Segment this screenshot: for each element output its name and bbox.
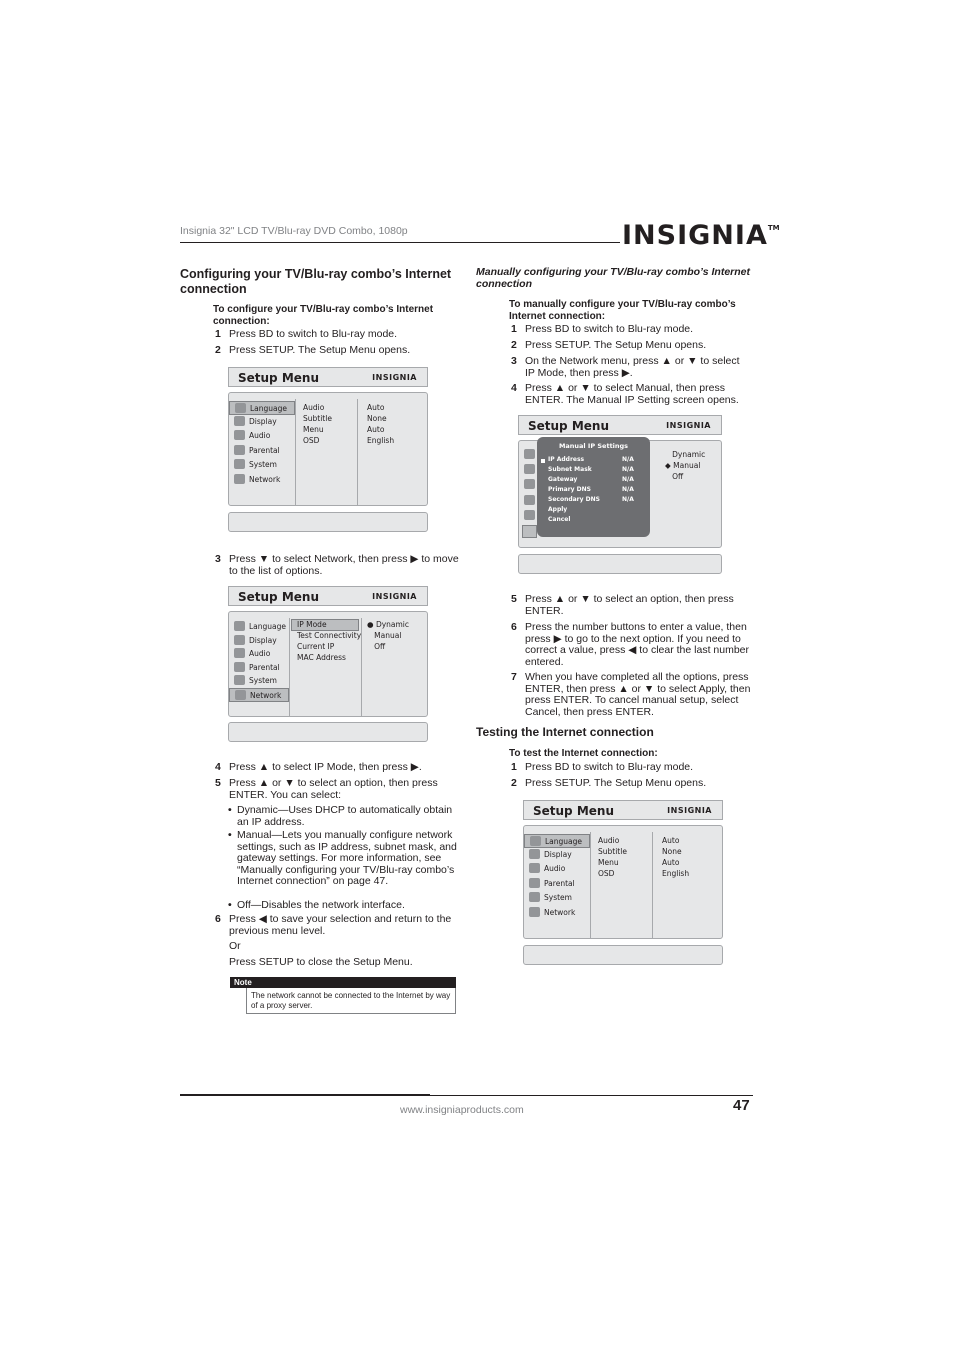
side-item-system: System — [229, 458, 295, 472]
bullet-off: • Off—Disables the network interface. — [228, 899, 405, 911]
system-icon — [234, 459, 245, 469]
audio-icon — [234, 430, 245, 440]
side-item-audio: Audio — [524, 862, 590, 876]
menu-title-bar — [228, 367, 428, 387]
menu-logo: INSIGNIA — [666, 421, 711, 430]
step-2: 2 Press SETUP. The Setup Menu opens. — [215, 344, 411, 356]
side-item-system: System — [524, 891, 590, 905]
or-text: Or — [229, 940, 241, 952]
option-list: Audio Subtitle Menu OSD — [303, 403, 332, 445]
ip-mode-values: ● Dynamic Manual Off — [367, 620, 410, 651]
step-1: 1 Press BD to switch to Blu-ray mode. — [215, 328, 398, 340]
side-item-network: Network — [229, 473, 295, 487]
menu-info-bar — [518, 554, 722, 574]
step-3: 3 On the Network menu, press ▲ or ▼ to select IP Mode, then press ▶. — [511, 355, 740, 379]
menu-title: Setup Menu — [533, 804, 614, 818]
display-icon — [529, 849, 540, 859]
bullet-dynamic: • Dynamic—Uses DHCP to automatically obtain an IP address. — [228, 804, 453, 828]
side-item-language: Language — [524, 834, 590, 848]
note-box — [230, 977, 456, 1014]
setup-menu-screen-3 — [518, 415, 722, 575]
step-6: 6 Press ◀ to save your selection and return to the previous menu level. — [215, 913, 452, 937]
footer-url: www.insigniaproducts.com — [400, 1104, 524, 1116]
note-text: The network cannot be connected to the Internet by way of a proxy server. — [246, 988, 456, 1014]
option-list: Audio Subtitle Menu OSD — [598, 836, 627, 878]
section-heading: Configuring your TV/Blu-ray combo’s Internet connection — [180, 267, 452, 296]
menu-title-bar — [228, 586, 428, 606]
step-5: 5 Press ▲ or ▼ to select an option, then press ENTER. — [511, 593, 734, 617]
side-item-parental: Parental — [524, 877, 590, 891]
menu-title-bar — [518, 415, 722, 435]
language-icon — [235, 403, 246, 413]
network-icon — [522, 525, 537, 538]
language-icon — [530, 836, 541, 846]
bullet-manual: • Manual—Lets you manually configure network settings, such as IP address, subnet mask, and gateway settings. For more information, see “Manually configuring your TV/Blu-ray combo’s Internet connection” on page 47. — [228, 829, 457, 887]
header-rule — [180, 242, 620, 243]
side-item-audio: Audio — [229, 429, 295, 443]
menu-logo: INSIGNIA — [667, 806, 712, 815]
audio-icon — [529, 863, 540, 873]
network-icon — [235, 690, 246, 700]
display-icon — [524, 464, 535, 474]
menu-title: Setup Menu — [528, 419, 609, 433]
display-icon — [234, 416, 245, 426]
step-2: 2 Press SETUP. The Setup Menu opens. — [511, 339, 707, 351]
menu-info-bar — [523, 945, 723, 965]
language-icon — [234, 621, 245, 631]
setup-menu-screen-2 — [228, 586, 428, 743]
setup-menu-screen-1 — [228, 367, 428, 533]
audio-icon — [524, 479, 535, 489]
menu-logo: INSIGNIA — [372, 592, 417, 601]
manual-ip-values: N/A N/A N/A N/A N/A — [622, 456, 634, 503]
value-list: Auto None Auto English — [662, 836, 690, 878]
footer-rule — [180, 1095, 753, 1096]
procedure-title: To configure your TV/Blu-ray combo’s Internet connection: — [213, 304, 434, 327]
display-icon — [234, 635, 245, 645]
menu-title: Setup Menu — [238, 590, 319, 604]
network-icon — [529, 907, 540, 917]
step-4: 4 Press ▲ to select IP Mode, then press ▶. — [215, 761, 422, 773]
side-item-network: Network — [524, 906, 590, 920]
audio-icon — [234, 648, 245, 658]
step-5: 5 Press ▲ or ▼ to select an option, then press ENTER. You can select: — [215, 777, 438, 801]
menu-body: Language Display Audio Parental System Network IP Mode Test Connectivity Current IP MAC Address ● Dynamic Manual Off — [228, 611, 428, 717]
system-icon — [524, 510, 535, 520]
menu-info-bar — [228, 722, 428, 742]
side-item-display: Display — [524, 848, 590, 862]
parental-icon — [524, 495, 535, 505]
selection-marker — [541, 459, 545, 463]
test-step-1: 1 Press BD to switch to Blu-ray mode. — [511, 761, 694, 773]
procedure-title: To manually configure your TV/Blu-ray combo’s Internet connection: — [509, 299, 736, 322]
brand-logo: INSIGNIA™ — [622, 220, 780, 251]
menu-logo: INSIGNIA — [372, 373, 417, 382]
subsection-heading: Manually configuring your TV/Blu-ray combo’s Internet connection — [476, 266, 751, 290]
side-item-parental: Parental — [229, 444, 295, 458]
network-option-list: IP Mode Test Connectivity Current IP MAC Address — [297, 620, 362, 662]
step-6: 6 Press the number buttons to enter a value, then press ▶ to go to the next option. If you need to correct a value, press ◀ to clear the last number entered. — [511, 621, 750, 668]
procedure-title-2: To test the Internet connection: — [509, 748, 658, 759]
system-icon — [234, 675, 245, 685]
parental-icon — [234, 445, 245, 455]
manual-ip-popup — [537, 437, 650, 537]
side-item-network: Network — [229, 688, 289, 702]
value-list: Auto None Auto English — [367, 403, 395, 445]
side-item-language: Language — [229, 401, 295, 415]
menu-title: Setup Menu — [238, 371, 319, 385]
step-6b: Press SETUP to close the Setup Menu. — [229, 956, 413, 968]
step-4: 4 Press ▲ or ▼ to select Manual, then press ENTER. The Manual IP Setting screen opens. — [511, 382, 739, 406]
menu-info-bar — [228, 512, 428, 532]
manual-ip-fields: IP Address Subnet Mask Gateway Primary DNS Secondary DNS Apply Cancel — [548, 456, 600, 523]
testing-heading: Testing the Internet connection — [476, 725, 654, 739]
language-icon — [524, 449, 535, 459]
popup-title: Manual IP Settings — [558, 442, 629, 450]
step-7: 7 When you have completed all the options, press ENTER, then press ▲ or ▼ to select Apply, then press ENTER. To cancel manual setup, select Cancel, then press ENTER. — [511, 671, 751, 718]
step-3: 3 Press ▼ to select Network, then press ▶ to move to the list of options. — [215, 553, 459, 577]
test-step-2: 2 Press SETUP. The Setup Menu opens. — [511, 777, 707, 789]
ip-mode-values: Dynamic ◆ Manual Off — [665, 450, 706, 481]
network-icon — [234, 474, 245, 484]
page-number: 47 — [733, 1097, 750, 1114]
side-item-display: Display — [229, 415, 295, 429]
setup-menu-screen-4 — [523, 800, 723, 966]
parental-icon — [529, 878, 540, 888]
system-icon — [529, 892, 540, 902]
menu-title-bar — [523, 800, 723, 820]
note-heading: Note — [230, 977, 456, 988]
running-header: Insignia 32" LCD TV/Blu-ray DVD Combo, 1080p — [180, 225, 408, 237]
menu-body — [523, 825, 723, 939]
step-1: 1 Press BD to switch to Blu-ray mode. — [511, 323, 694, 335]
menu-body — [228, 392, 428, 506]
parental-icon — [234, 662, 245, 672]
